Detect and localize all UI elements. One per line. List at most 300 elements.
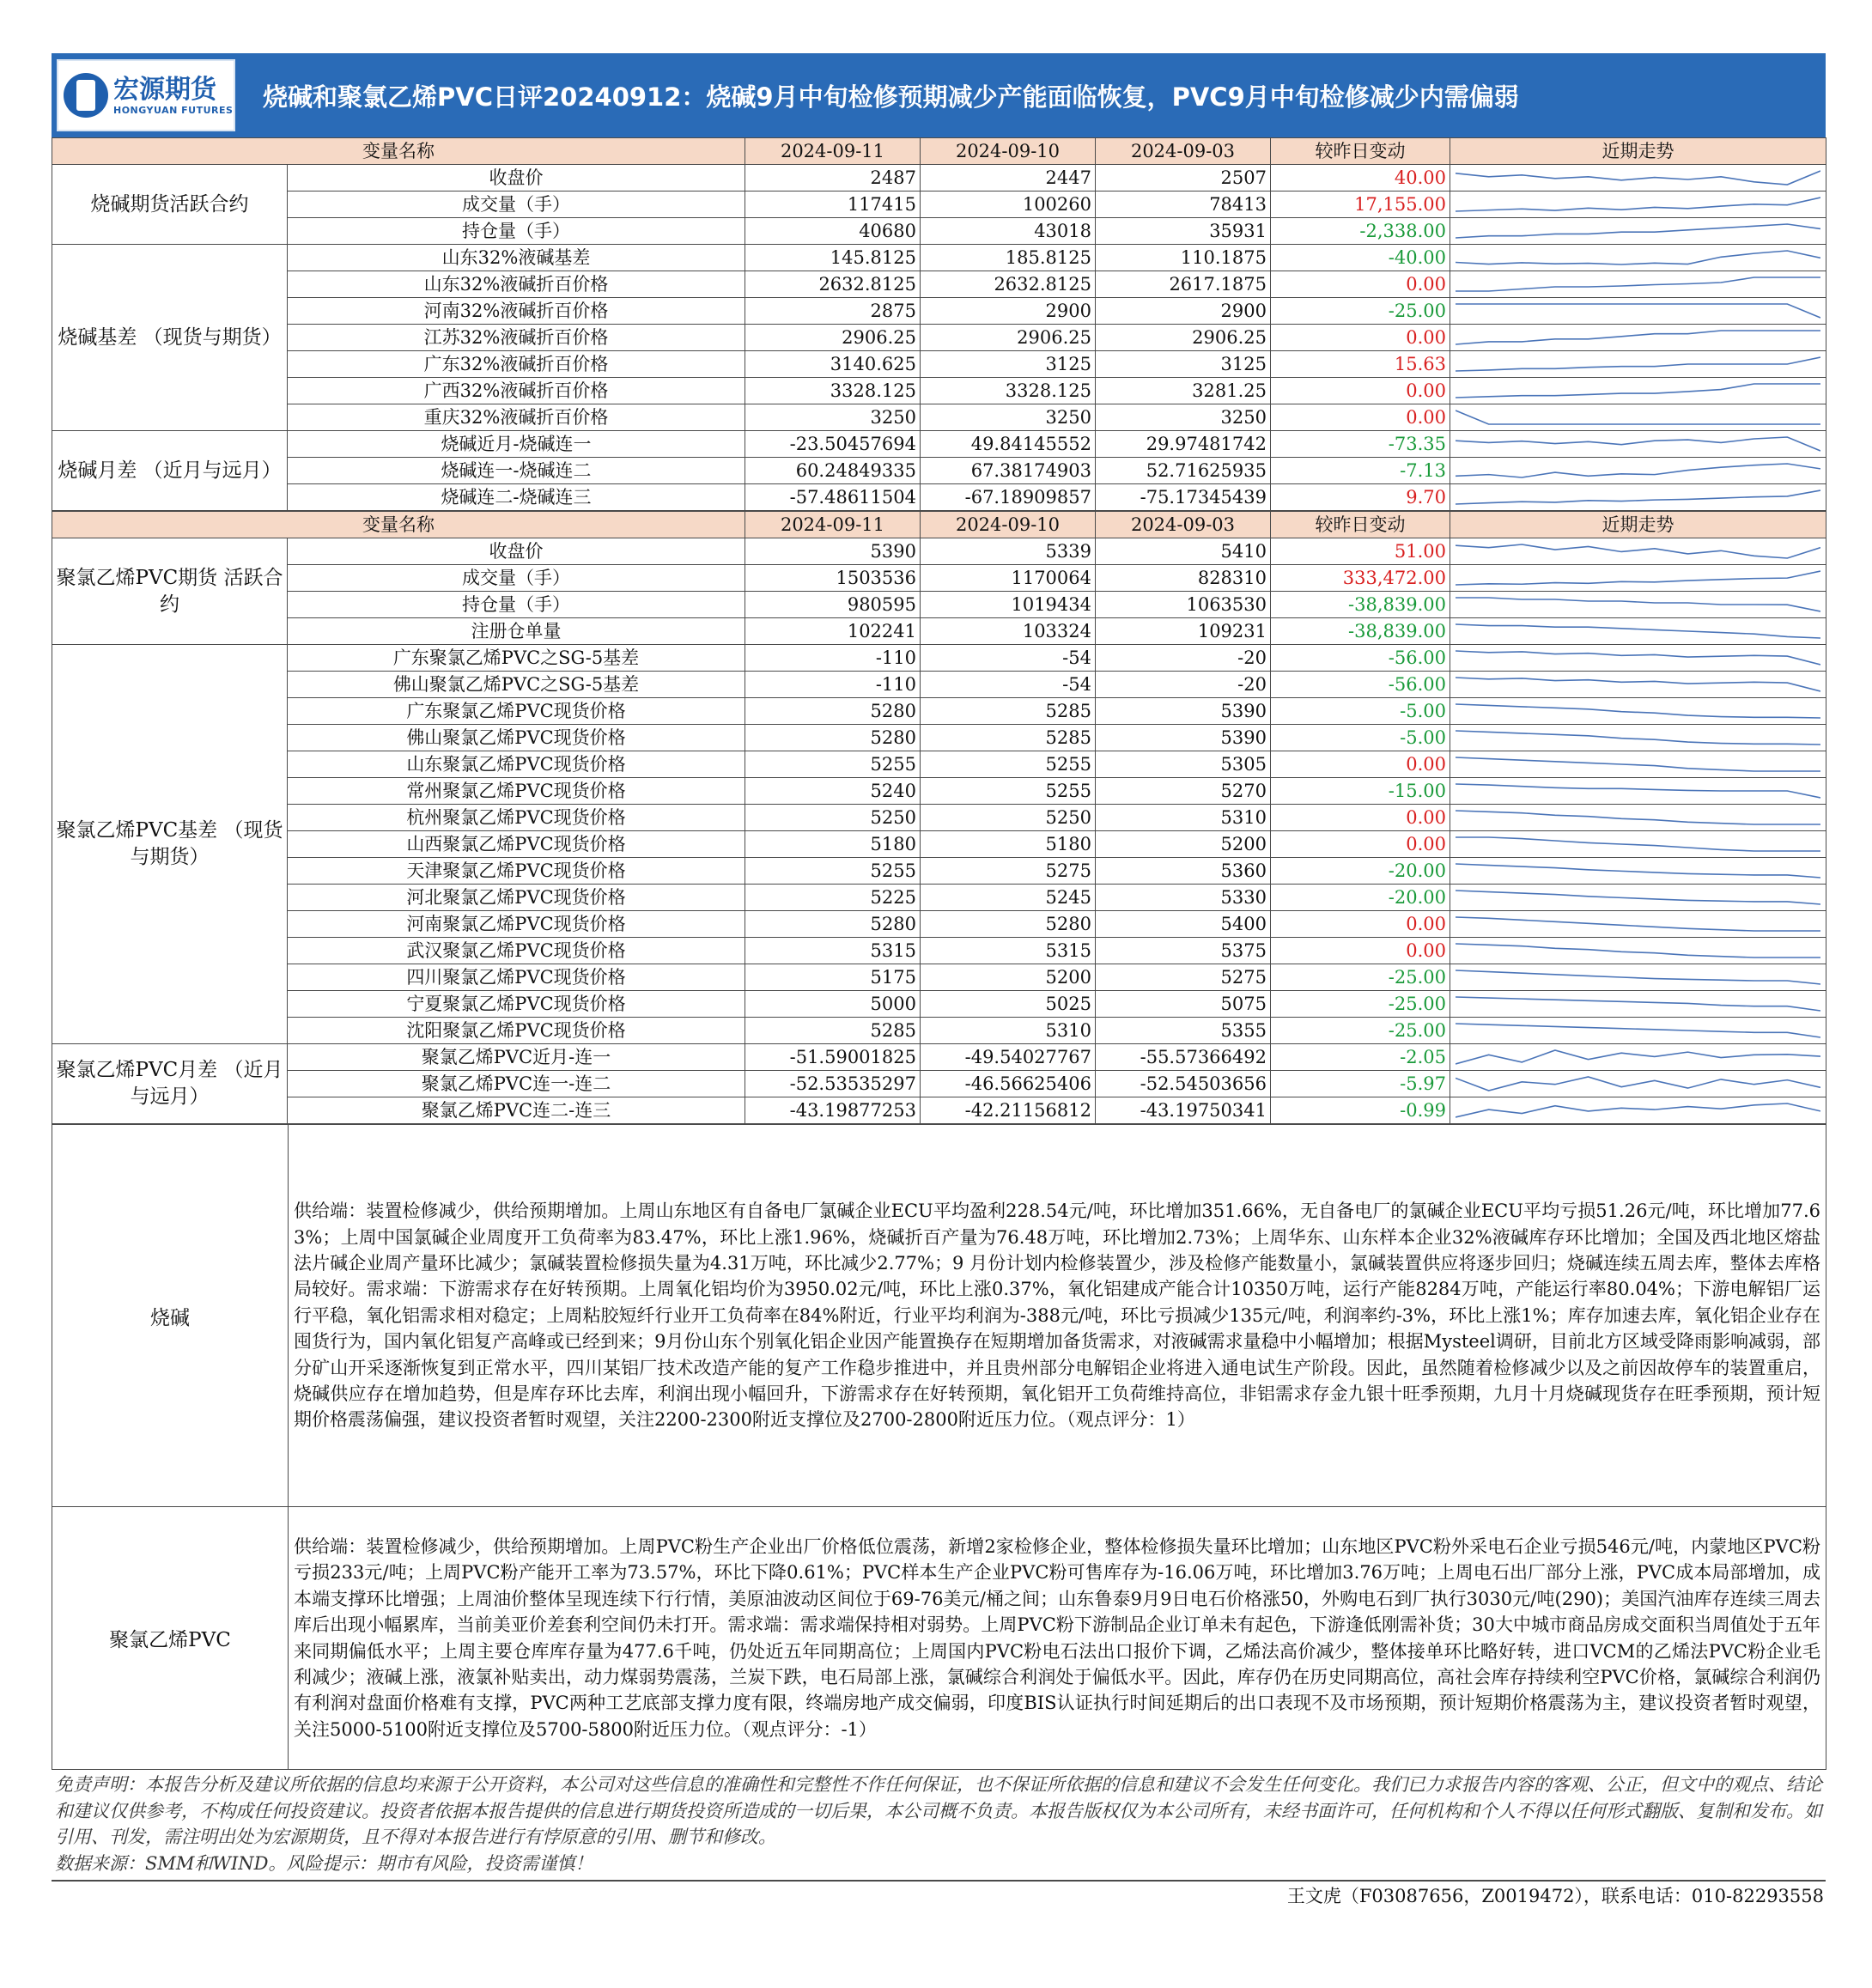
variable-name: 聚氯乙烯PVC连二-连三 bbox=[288, 1097, 745, 1124]
value-date-3: 3281.25 bbox=[1096, 378, 1271, 404]
value-date-3: 29.97481742 bbox=[1096, 431, 1271, 458]
sparkline-chart bbox=[1456, 219, 1820, 243]
table-row bbox=[52, 218, 1826, 245]
trend-sparkline bbox=[1450, 325, 1826, 351]
change-value: 40.00 bbox=[1271, 165, 1450, 192]
sparkline-series bbox=[1456, 198, 1820, 211]
variable-name: 河北聚氯乙烯PVC现货价格 bbox=[288, 885, 745, 911]
value-date-2: 5275 bbox=[921, 858, 1096, 885]
sparkline-series bbox=[1456, 891, 1820, 904]
sparkline-chart bbox=[1456, 619, 1820, 643]
sparkline-series bbox=[1456, 384, 1820, 398]
disclaimer-text: 免责声明：本报告分析及建议所依据的信息均来源于公开资料，本公司对这些信息的准确性和完整性不作任何保证，也不保证所依据的信息和建议不会发生任何变化。我们已力求报告内容的客观、公正，但文中的观点、结论和建议仅供参考，不构成任何投资建议。投资者依据本报告提供的信息进行期货投资所造成的一切后果，本公司概不负责。本报告版权仅为本公司所有，未经书面许可，任何机构和个人不得以任何形式翻版、复制和发布。如引用、刊发，需注明出处为宏源期货，且不得对本报告进行有悖原意的引用、删节和修改。 bbox=[55, 1774, 1822, 1847]
sparkline-series bbox=[1456, 704, 1820, 718]
sparkline-chart bbox=[1456, 1098, 1820, 1122]
trend-sparkline bbox=[1450, 964, 1826, 991]
variable-name: 天津聚氯乙烯PVC现货价格 bbox=[288, 858, 745, 885]
trend-sparkline bbox=[1450, 458, 1826, 484]
table-row bbox=[52, 885, 1826, 911]
commentary-title-pvc: 聚氯乙烯PVC bbox=[52, 1507, 289, 1770]
variable-name: 聚氯乙烯PVC近月-连一 bbox=[288, 1044, 745, 1071]
variable-name: 烧碱连一-烧碱连二 bbox=[288, 458, 745, 484]
variable-name: 广东聚氯乙烯PVC现货价格 bbox=[288, 698, 745, 725]
change-value: -56.00 bbox=[1271, 645, 1450, 672]
variable-name: 江苏32%液碱折百价格 bbox=[288, 325, 745, 351]
data-table-1 bbox=[52, 511, 1826, 1124]
value-date-1: 60.24849335 bbox=[745, 458, 921, 484]
change-value: 15.63 bbox=[1271, 351, 1450, 378]
change-value: 0.00 bbox=[1271, 325, 1450, 351]
sparkline-series bbox=[1456, 811, 1820, 824]
variable-name: 佛山聚氯乙烯PVC之SG-5基差 bbox=[288, 672, 745, 698]
value-date-3: 3250 bbox=[1096, 404, 1271, 431]
trend-sparkline bbox=[1450, 298, 1826, 325]
variable-name: 河南32%液碱折百价格 bbox=[288, 298, 745, 325]
value-date-1: 40680 bbox=[745, 218, 921, 245]
value-date-3: 5270 bbox=[1096, 778, 1271, 805]
trend-sparkline bbox=[1450, 592, 1826, 618]
trend-sparkline bbox=[1450, 1097, 1826, 1124]
table-row bbox=[52, 245, 1826, 271]
trend-sparkline bbox=[1450, 1071, 1826, 1097]
value-date-1: -57.48611504 bbox=[745, 484, 921, 511]
trend-sparkline bbox=[1450, 751, 1826, 778]
variable-name: 收盘价 bbox=[288, 165, 745, 192]
change-value: -5.97 bbox=[1271, 1071, 1450, 1097]
sparkline-chart bbox=[1456, 272, 1820, 296]
table-row bbox=[52, 458, 1826, 484]
table-row bbox=[52, 911, 1826, 938]
value-date-2: 5180 bbox=[921, 831, 1096, 858]
change-value: -56.00 bbox=[1271, 672, 1450, 698]
trend-sparkline bbox=[1450, 1018, 1826, 1044]
variable-name: 广东聚氯乙烯PVC之SG-5基差 bbox=[288, 645, 745, 672]
sparkline-series bbox=[1456, 1024, 1820, 1037]
sparkline-chart bbox=[1456, 992, 1820, 1016]
analyst-contact: 王文虎（F03087656，Z0019472），联系电话：010-82293558 bbox=[1286, 1886, 1824, 1906]
sparkline-chart bbox=[1456, 885, 1820, 909]
value-date-3: 5390 bbox=[1096, 725, 1271, 751]
sparkline-chart bbox=[1456, 192, 1820, 216]
variable-name: 重庆32%液碱折百价格 bbox=[288, 404, 745, 431]
change-value: -2,338.00 bbox=[1271, 218, 1450, 245]
commentary-table bbox=[52, 1124, 1826, 1770]
data-source-text: 数据来源：SMM和WIND。风险提示：期市有风险，投资需谨慎！ bbox=[55, 1852, 593, 1874]
sparkline-series bbox=[1456, 678, 1820, 691]
value-date-2: -54 bbox=[921, 645, 1096, 672]
logo-text-en: HONGYUAN FUTURES bbox=[113, 104, 234, 116]
table-row bbox=[52, 1044, 1826, 1071]
disclaimer-block bbox=[52, 1770, 1826, 1882]
change-value: -0.99 bbox=[1271, 1097, 1450, 1124]
sparkline-chart bbox=[1456, 646, 1820, 670]
trend-sparkline bbox=[1450, 431, 1826, 458]
trend-sparkline bbox=[1450, 271, 1826, 298]
value-date-2: 100260 bbox=[921, 192, 1096, 218]
change-value: 0.00 bbox=[1271, 831, 1450, 858]
sparkline-series bbox=[1456, 331, 1820, 344]
table-row bbox=[52, 858, 1826, 885]
table-row bbox=[52, 778, 1826, 805]
value-date-1: 3140.625 bbox=[745, 351, 921, 378]
trend-sparkline bbox=[1450, 805, 1826, 831]
change-value: 0.00 bbox=[1271, 404, 1450, 431]
sparkline-chart bbox=[1456, 752, 1820, 776]
value-date-2: 49.84145552 bbox=[921, 431, 1096, 458]
sparkline-chart bbox=[1456, 379, 1820, 403]
logo-emblem-icon bbox=[64, 73, 108, 118]
table-row bbox=[52, 351, 1826, 378]
category-label: 聚氯乙烯PVC基差 （现货与期货） bbox=[52, 645, 288, 1044]
value-date-3: 5200 bbox=[1096, 831, 1271, 858]
company-logo bbox=[57, 59, 235, 131]
value-date-1: 3250 bbox=[745, 404, 921, 431]
table-row bbox=[52, 592, 1826, 618]
value-date-3: 5400 bbox=[1096, 911, 1271, 938]
value-date-3: 5390 bbox=[1096, 698, 1271, 725]
trend-sparkline bbox=[1450, 378, 1826, 404]
trend-sparkline bbox=[1450, 618, 1826, 645]
table-row bbox=[52, 805, 1826, 831]
sparkline-series bbox=[1456, 464, 1820, 477]
table-row bbox=[52, 751, 1826, 778]
value-date-1: 5250 bbox=[745, 805, 921, 831]
change-value: -40.00 bbox=[1271, 245, 1450, 271]
value-date-1: -51.59001825 bbox=[745, 1044, 921, 1071]
trend-sparkline bbox=[1450, 672, 1826, 698]
table-row bbox=[52, 484, 1826, 511]
category-label: 烧碱基差 （现货与期货） bbox=[52, 245, 288, 431]
value-date-2: 2632.8125 bbox=[921, 271, 1096, 298]
sparkline-series bbox=[1456, 544, 1820, 558]
commentary-text-caustic: 供给端：装置检修减少，供给预期增加。上周山东地区有自备电厂氯碱企业ECU平均盈利228.54元/吨，环比增加351.66%，无自备电厂的氯碱企业ECU平均亏损51.26元/吨，环比增加77.63%；上周中国氯碱企业周度开工负荷率为83.47%，环比上涨1.96%，烧碱折百产量为76.48万吨，环比增加2.73%；上周华东、山东样本企业32%液碱库存环比增加；全国及西北地区熔盐法片碱企业周产量环比减少；氯碱装置检修损失量为4.31万吨，环比减少2.77%；9 月份计划内检修装置少，涉及检修产能数量小，氯碱装置供应将逐步回归；烧碱连续五周去库，整体去库格局较好。需求端：下游需求存在好转预期。上周氧化铝均价为3950.02元/吨，环比上涨0.37%，氧化铝建成产能合计10350万吨，运行产能8284万吨，产能运行率80.04%；下游电解铝厂运行平稳，氧化铝需求相对稳定；上周粘胶短纤行业开工负荷率在84%附近，行业平均利润为-388元/吨，环比亏损减少135元/吨，利润率约-3%，环比上涨1%；库存加速去库，氧化铝企业存在囤货行为，国内氧化铝复产高峰或已经到来；9月份山东个别氧化铝企业因产能置换存在短期增加备货需求，对液碱需求量稳中小幅增加；根据Mysteel调研，目前北方区域受降雨影响减弱，部分矿山开采逐渐恢复到正常水平，四川某铝厂技术改造产能的复产工作稳步推进中，并且贵州部分电解铝企业将进入通电试生产阶段。因此，虽然随着检修减少以及之前因故停车的装置重启，烧碱供应存在增加趋势，但是库存环比去库，利润出现小幅回升，下游需求存在好转预期，氧化铝开工负荷维持高位，非铝需求存金九银十旺季预期，九月十月烧碱现货存在旺季预期，预计短期价格震荡偏强，建议投资者暂时观望，关注2200-2300附近支撑位及2700-2800附近压力位。（观点评分：1） bbox=[289, 1125, 1826, 1507]
sparkline-series bbox=[1456, 571, 1820, 585]
variable-name: 山西聚氯乙烯PVC现货价格 bbox=[288, 831, 745, 858]
value-date-1: 1503536 bbox=[745, 565, 921, 592]
change-value: 51.00 bbox=[1271, 538, 1450, 565]
value-date-2: 2447 bbox=[921, 165, 1096, 192]
trend-sparkline bbox=[1450, 938, 1826, 964]
sparkline-series bbox=[1456, 784, 1820, 798]
trend-sparkline bbox=[1450, 538, 1826, 565]
change-value: -2.05 bbox=[1271, 1044, 1450, 1071]
value-date-1: 5315 bbox=[745, 938, 921, 964]
trend-sparkline bbox=[1450, 1044, 1826, 1071]
variable-name: 武汉聚氯乙烯PVC现货价格 bbox=[288, 938, 745, 964]
value-date-2: 5339 bbox=[921, 538, 1096, 565]
value-date-1: 102241 bbox=[745, 618, 921, 645]
variable-name: 山东32%液碱基差 bbox=[288, 245, 745, 271]
variable-name: 佛山聚氯乙烯PVC现货价格 bbox=[288, 725, 745, 751]
sparkline-series bbox=[1456, 1103, 1820, 1117]
header-trend: 近期走势 bbox=[1450, 512, 1826, 538]
sparkline-series bbox=[1456, 598, 1820, 611]
value-date-3: 5275 bbox=[1096, 964, 1271, 991]
table-row bbox=[52, 325, 1826, 351]
trend-sparkline bbox=[1450, 351, 1826, 378]
variable-name: 烧碱近月-烧碱连一 bbox=[288, 431, 745, 458]
value-date-2: -67.18909857 bbox=[921, 484, 1096, 511]
sparkline-chart bbox=[1456, 1072, 1820, 1096]
value-date-3: 2617.1875 bbox=[1096, 271, 1271, 298]
value-date-2: -49.54027767 bbox=[921, 1044, 1096, 1071]
variable-name: 持仓量（手） bbox=[288, 218, 745, 245]
header-date-3: 2024-09-03 bbox=[1096, 512, 1271, 538]
sparkline-series bbox=[1456, 864, 1820, 878]
sparkline-chart bbox=[1456, 832, 1820, 856]
sparkline-chart bbox=[1456, 1045, 1820, 1069]
change-value: -73.35 bbox=[1271, 431, 1450, 458]
change-value: -38,839.00 bbox=[1271, 592, 1450, 618]
value-date-3: 5360 bbox=[1096, 858, 1271, 885]
table-row bbox=[52, 938, 1826, 964]
change-value: 0.00 bbox=[1271, 378, 1450, 404]
value-date-1: 2875 bbox=[745, 298, 921, 325]
variable-name: 河南聚氯乙烯PVC现货价格 bbox=[288, 911, 745, 938]
sparkline-chart bbox=[1456, 352, 1820, 376]
change-value: -20.00 bbox=[1271, 858, 1450, 885]
table-row bbox=[52, 672, 1826, 698]
header-trend: 近期走势 bbox=[1450, 138, 1826, 165]
value-date-1: -23.50457694 bbox=[745, 431, 921, 458]
sparkline-chart bbox=[1456, 859, 1820, 883]
sparkline-series bbox=[1456, 1077, 1820, 1091]
value-date-2: 3250 bbox=[921, 404, 1096, 431]
category-label: 聚氯乙烯PVC期货 活跃合约 bbox=[52, 538, 288, 645]
value-date-1: 2632.8125 bbox=[745, 271, 921, 298]
data-table-0 bbox=[52, 137, 1826, 511]
category-label: 烧碱期货活跃合约 bbox=[52, 165, 288, 245]
sparkline-chart bbox=[1456, 699, 1820, 723]
sparkline-series bbox=[1456, 944, 1820, 958]
table-row bbox=[52, 538, 1826, 565]
change-value: -7.13 bbox=[1271, 458, 1450, 484]
value-date-3: 2507 bbox=[1096, 165, 1271, 192]
value-date-2: 3328.125 bbox=[921, 378, 1096, 404]
value-date-3: -55.57366492 bbox=[1096, 1044, 1271, 1071]
sparkline-series bbox=[1456, 277, 1820, 291]
value-date-1: -43.19877253 bbox=[745, 1097, 921, 1124]
variable-name: 烧碱连二-烧碱连三 bbox=[288, 484, 745, 511]
sparkline-series bbox=[1456, 357, 1820, 371]
change-value: 333,472.00 bbox=[1271, 565, 1450, 592]
value-date-1: 3328.125 bbox=[745, 378, 921, 404]
header-change: 较昨日变动 bbox=[1271, 512, 1450, 538]
header-date-3: 2024-09-03 bbox=[1096, 138, 1271, 165]
trend-sparkline bbox=[1450, 698, 1826, 725]
value-date-1: 145.8125 bbox=[745, 245, 921, 271]
change-value: -5.00 bbox=[1271, 698, 1450, 725]
sparkline-series bbox=[1456, 437, 1820, 451]
trend-sparkline bbox=[1450, 858, 1826, 885]
value-date-3: 2906.25 bbox=[1096, 325, 1271, 351]
sparkline-chart bbox=[1456, 566, 1820, 590]
value-date-2: 5025 bbox=[921, 991, 1096, 1018]
sparkline-chart bbox=[1456, 672, 1820, 696]
value-date-1: 5180 bbox=[745, 831, 921, 858]
data-tables bbox=[52, 137, 1826, 1124]
value-date-3: 5375 bbox=[1096, 938, 1271, 964]
value-date-1: 5280 bbox=[745, 725, 921, 751]
value-date-2: -54 bbox=[921, 672, 1096, 698]
value-date-2: 185.8125 bbox=[921, 245, 1096, 271]
value-date-3: -52.54503656 bbox=[1096, 1071, 1271, 1097]
trend-sparkline bbox=[1450, 885, 1826, 911]
variable-name: 山东32%液碱折百价格 bbox=[288, 271, 745, 298]
value-date-3: 35931 bbox=[1096, 218, 1271, 245]
table-row bbox=[52, 431, 1826, 458]
value-date-2: 67.38174903 bbox=[921, 458, 1096, 484]
value-date-1: 5280 bbox=[745, 911, 921, 938]
sparkline-chart bbox=[1456, 539, 1820, 563]
sparkline-series bbox=[1456, 251, 1820, 264]
change-value: -25.00 bbox=[1271, 1018, 1450, 1044]
trend-sparkline bbox=[1450, 484, 1826, 511]
sparkline-chart bbox=[1456, 912, 1820, 936]
change-value: 0.00 bbox=[1271, 271, 1450, 298]
header-date-2: 2024-09-10 bbox=[921, 512, 1096, 538]
change-value: -15.00 bbox=[1271, 778, 1450, 805]
value-date-2: 5285 bbox=[921, 698, 1096, 725]
value-date-3: 5075 bbox=[1096, 991, 1271, 1018]
value-date-2: 5280 bbox=[921, 911, 1096, 938]
sparkline-chart bbox=[1456, 965, 1820, 989]
commentary-title-caustic: 烧碱 bbox=[52, 1125, 289, 1507]
sparkline-series bbox=[1456, 837, 1820, 851]
logo-text-cn: 宏源期货 bbox=[113, 74, 216, 105]
value-date-1: 5390 bbox=[745, 538, 921, 565]
value-date-1: 5000 bbox=[745, 991, 921, 1018]
trend-sparkline bbox=[1450, 245, 1826, 271]
table-row bbox=[52, 1071, 1826, 1097]
table-row bbox=[52, 725, 1826, 751]
change-value: -5.00 bbox=[1271, 725, 1450, 751]
value-date-1: -110 bbox=[745, 672, 921, 698]
change-value: 9.70 bbox=[1271, 484, 1450, 511]
variable-name: 持仓量（手） bbox=[288, 592, 745, 618]
header-variable-name: 变量名称 bbox=[52, 138, 745, 165]
header-variable-name: 变量名称 bbox=[52, 512, 745, 538]
value-date-1: 5255 bbox=[745, 858, 921, 885]
table-row bbox=[52, 298, 1826, 325]
value-date-1: 980595 bbox=[745, 592, 921, 618]
value-date-3: -20 bbox=[1096, 672, 1271, 698]
table-row bbox=[52, 831, 1826, 858]
table-row bbox=[52, 192, 1826, 218]
variable-name: 四川聚氯乙烯PVC现货价格 bbox=[288, 964, 745, 991]
sparkline-series bbox=[1456, 997, 1820, 1011]
sparkline-chart bbox=[1456, 806, 1820, 830]
change-value: 0.00 bbox=[1271, 805, 1450, 831]
change-value: 17,155.00 bbox=[1271, 192, 1450, 218]
value-date-1: 5255 bbox=[745, 751, 921, 778]
sparkline-chart bbox=[1456, 299, 1820, 323]
variable-name: 沈阳聚氯乙烯PVC现货价格 bbox=[288, 1018, 745, 1044]
sparkline-series bbox=[1456, 171, 1820, 185]
category-label: 聚氯乙烯PVC月差 （近月与远月） bbox=[52, 1044, 288, 1124]
trend-sparkline bbox=[1450, 218, 1826, 245]
value-date-2: 1019434 bbox=[921, 592, 1096, 618]
sparkline-chart bbox=[1456, 432, 1820, 456]
value-date-3: 828310 bbox=[1096, 565, 1271, 592]
table-header-row bbox=[52, 138, 1826, 165]
sparkline-series bbox=[1456, 410, 1820, 424]
sparkline-chart bbox=[1456, 939, 1820, 963]
value-date-1: 5240 bbox=[745, 778, 921, 805]
sparkline-chart bbox=[1456, 485, 1820, 509]
trend-sparkline bbox=[1450, 404, 1826, 431]
change-value: 0.00 bbox=[1271, 938, 1450, 964]
table-row bbox=[52, 1097, 1826, 1124]
value-date-2: 43018 bbox=[921, 218, 1096, 245]
value-date-2: -46.56625406 bbox=[921, 1071, 1096, 1097]
table-row bbox=[52, 698, 1826, 725]
value-date-3: 5355 bbox=[1096, 1018, 1271, 1044]
value-date-1: -52.53535297 bbox=[745, 1071, 921, 1097]
trend-sparkline bbox=[1450, 911, 1826, 938]
variable-name: 杭州聚氯乙烯PVC现货价格 bbox=[288, 805, 745, 831]
table-row bbox=[52, 1018, 1826, 1044]
sparkline-series bbox=[1456, 917, 1820, 931]
value-date-3: 52.71625935 bbox=[1096, 458, 1271, 484]
variable-name: 广东32%液碱折百价格 bbox=[288, 351, 745, 378]
value-date-3: 2900 bbox=[1096, 298, 1271, 325]
table-row bbox=[52, 565, 1826, 592]
commentary-text-pvc: 供给端：装置检修减少，供给预期增加。上周PVC粉生产企业出厂价格低位震荡，新增2家检修企业，整体检修损失量环比增加；山东地区PVC粉外采电石企业亏损546元/吨，内蒙地区PVC粉亏损233元/吨；上周PVC粉产能开工率为73.57%，环比下降0.61%；PVC样本生产企业PVC粉可售库存为-16.06万吨，环比增加3.76万吨；上周电石出厂部分上涨，PVC成本局部增加，成本端支撑环比增强；上周油价整体呈现连续下行行情，美原油波动区间位于69-76美元/桶之间；山东鲁泰9月9日电石价格涨50，外购电石到厂执行3030元/吨(290)；美国汽油库存连续三周去库后出现小幅累库，当前美亚价差套利空间仍未打开。需求端：需求端保持相对弱势。上周PVC粉下游制品企业订单未有起色，下游逢低刚需补货；30大中城市商品房成交面积当周值处于五年来同期偏低水平；上周主要仓库库存量为477.6千吨，仍处近五年同期高位；上周国内PVC粉电石法出口报价下调，乙烯法高价减少，整体接单环比略好转，进口VCM的乙烯法PVC粉企业毛利减少；液碱上涨，液氯补贴卖出，动力煤弱势震荡，兰炭下跌，电石局部上涨，氯碱综合利润处于偏低水平。因此，库存仍在历史同期高位，高社会库存持续利空PVC价格，氯碱综合利润仍有利润对盘面价格难有支撑，PVC两种工艺底部支撑力度有限，终端房地产成交偏弱，印度BIS认证执行时间延期后的出口表现不及市场预期，预计短期价格震荡为主，建议投资者暂时观望，关注5000-5100附近支撑位及5700-5800附近压力位。（观点评分：-1） bbox=[289, 1507, 1826, 1770]
sparkline-chart bbox=[1456, 246, 1820, 270]
trend-sparkline bbox=[1450, 725, 1826, 751]
value-date-2: 5310 bbox=[921, 1018, 1096, 1044]
header-change: 较昨日变动 bbox=[1271, 138, 1450, 165]
value-date-1: 5225 bbox=[745, 885, 921, 911]
value-date-1: 5280 bbox=[745, 698, 921, 725]
header-date-1: 2024-09-11 bbox=[745, 512, 921, 538]
table-row bbox=[52, 618, 1826, 645]
sparkline-chart bbox=[1456, 1018, 1820, 1043]
header-date-2: 2024-09-10 bbox=[921, 138, 1096, 165]
category-label: 烧碱月差 （近月与远月） bbox=[52, 431, 288, 511]
table-row bbox=[52, 271, 1826, 298]
sparkline-series bbox=[1456, 651, 1820, 665]
value-date-2: 5245 bbox=[921, 885, 1096, 911]
change-value: 0.00 bbox=[1271, 751, 1450, 778]
trend-sparkline bbox=[1450, 565, 1826, 592]
value-date-1: 2487 bbox=[745, 165, 921, 192]
report-title: 烧碱和聚氯乙烯PVC日评20240912：烧碱9月中旬检修预期减少产能面临恢复，PVC9月中旬检修减少内需偏弱 bbox=[263, 82, 1519, 112]
sparkline-chart bbox=[1456, 166, 1820, 190]
change-value: -25.00 bbox=[1271, 991, 1450, 1018]
value-date-3: -43.19750341 bbox=[1096, 1097, 1271, 1124]
variable-name: 收盘价 bbox=[288, 538, 745, 565]
value-date-2: 5255 bbox=[921, 778, 1096, 805]
table-row bbox=[52, 645, 1826, 672]
value-date-2: 3125 bbox=[921, 351, 1096, 378]
sparkline-series bbox=[1456, 304, 1820, 318]
value-date-2: -42.21156812 bbox=[921, 1097, 1096, 1124]
sparkline-series bbox=[1456, 757, 1820, 771]
variable-name: 山东聚氯乙烯PVC现货价格 bbox=[288, 751, 745, 778]
report-banner bbox=[52, 53, 1826, 137]
sparkline-chart bbox=[1456, 325, 1820, 350]
value-date-3: 5310 bbox=[1096, 805, 1271, 831]
change-value: -20.00 bbox=[1271, 885, 1450, 911]
value-date-2: 5285 bbox=[921, 725, 1096, 751]
trend-sparkline bbox=[1450, 778, 1826, 805]
value-date-3: 110.1875 bbox=[1096, 245, 1271, 271]
value-date-1: 5285 bbox=[745, 1018, 921, 1044]
value-date-3: 78413 bbox=[1096, 192, 1271, 218]
sparkline-series bbox=[1456, 970, 1820, 984]
